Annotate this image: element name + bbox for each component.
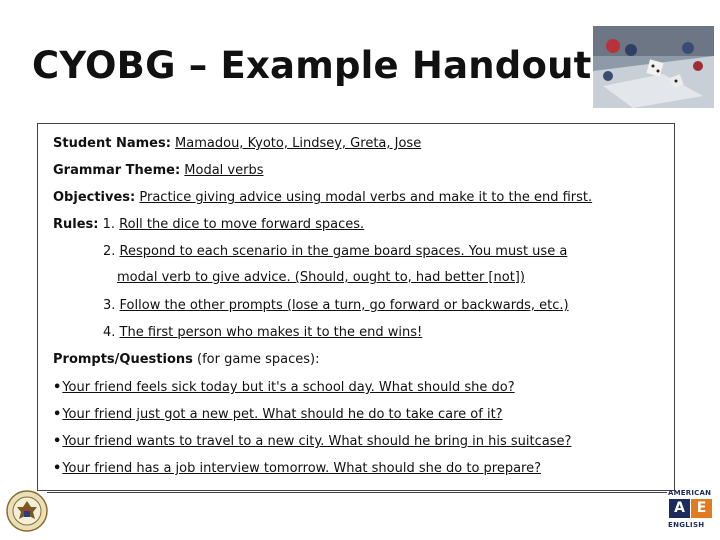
rule-3-text: Follow the other prompts (lose a turn, go forward or backwards, etc.) bbox=[119, 298, 569, 313]
prompts-heading: Prompts/Questions (for game spaces): bbox=[53, 352, 320, 367]
bullet-icon: • bbox=[53, 407, 62, 422]
student-names-value: Mamadou, Kyoto, Lindsey, Greta, Jose bbox=[175, 136, 422, 151]
rule-2-continued-text: modal verb to give advice. (Should, ought to, had better [not]) bbox=[117, 270, 525, 285]
grammar-theme-line: Grammar Theme: Modal verbs bbox=[53, 163, 264, 178]
state-department-seal-icon bbox=[6, 490, 48, 532]
objectives-value: Practice giving advice using modal verbs and make it to the end first. bbox=[139, 190, 593, 205]
rule-3-line: 3. Follow the other prompts (lose a turn, go forward or backwards, etc.) bbox=[103, 298, 569, 313]
rule-1-text: Roll the dice to move forward spaces. bbox=[119, 217, 365, 232]
logo-e-box: E bbox=[691, 499, 712, 518]
prompt-item: •Your friend feels sick today but it's a school day. What should she do? bbox=[53, 380, 515, 395]
american-english-logo bbox=[664, 488, 716, 538]
bullet-icon: • bbox=[53, 380, 62, 395]
rule-1-line: Rules: 1. Roll the dice to move forward spaces. bbox=[53, 217, 365, 232]
bullet-icon: • bbox=[53, 461, 62, 476]
rule-4-text: The first person who makes it to the end wins! bbox=[119, 325, 423, 340]
rule-4-line: 4. The first person who makes it to the end wins! bbox=[103, 325, 423, 340]
footer-divider bbox=[47, 492, 667, 493]
student-names-line: Student Names: Mamadou, Kyoto, Lindsey, Greta, Jose bbox=[53, 136, 422, 151]
rule-2-text: Respond to each scenario in the game board spaces. You must use a bbox=[119, 244, 568, 259]
prompt-item: •Your friend just got a new pet. What should he do to take care of it? bbox=[53, 407, 503, 422]
rule-2-line: 2. Respond to each scenario in the game board spaces. You must use a bbox=[103, 244, 568, 259]
grammar-theme-value: Modal verbs bbox=[184, 163, 264, 178]
logo-a-box: A bbox=[669, 499, 690, 518]
logo-top-text: AMERICAN bbox=[668, 489, 712, 497]
prompt-item: •Your friend has a job interview tomorrow. What should she do to prepare? bbox=[53, 461, 542, 476]
page-title: CYOBG – Example Handout bbox=[32, 44, 592, 87]
objectives-line: Objectives: Practice giving advice using modal verbs and make it to the end first. bbox=[53, 190, 593, 205]
bullet-icon: • bbox=[53, 434, 62, 449]
prompt-item: •Your friend wants to travel to a new city. What should he bring in his suitcase? bbox=[53, 434, 572, 449]
rule-2-continued-line bbox=[117, 270, 525, 285]
board-game-photo bbox=[593, 26, 714, 108]
rules-label: Rules: bbox=[53, 217, 99, 232]
logo-bottom-text: ENGLISH bbox=[668, 521, 705, 529]
